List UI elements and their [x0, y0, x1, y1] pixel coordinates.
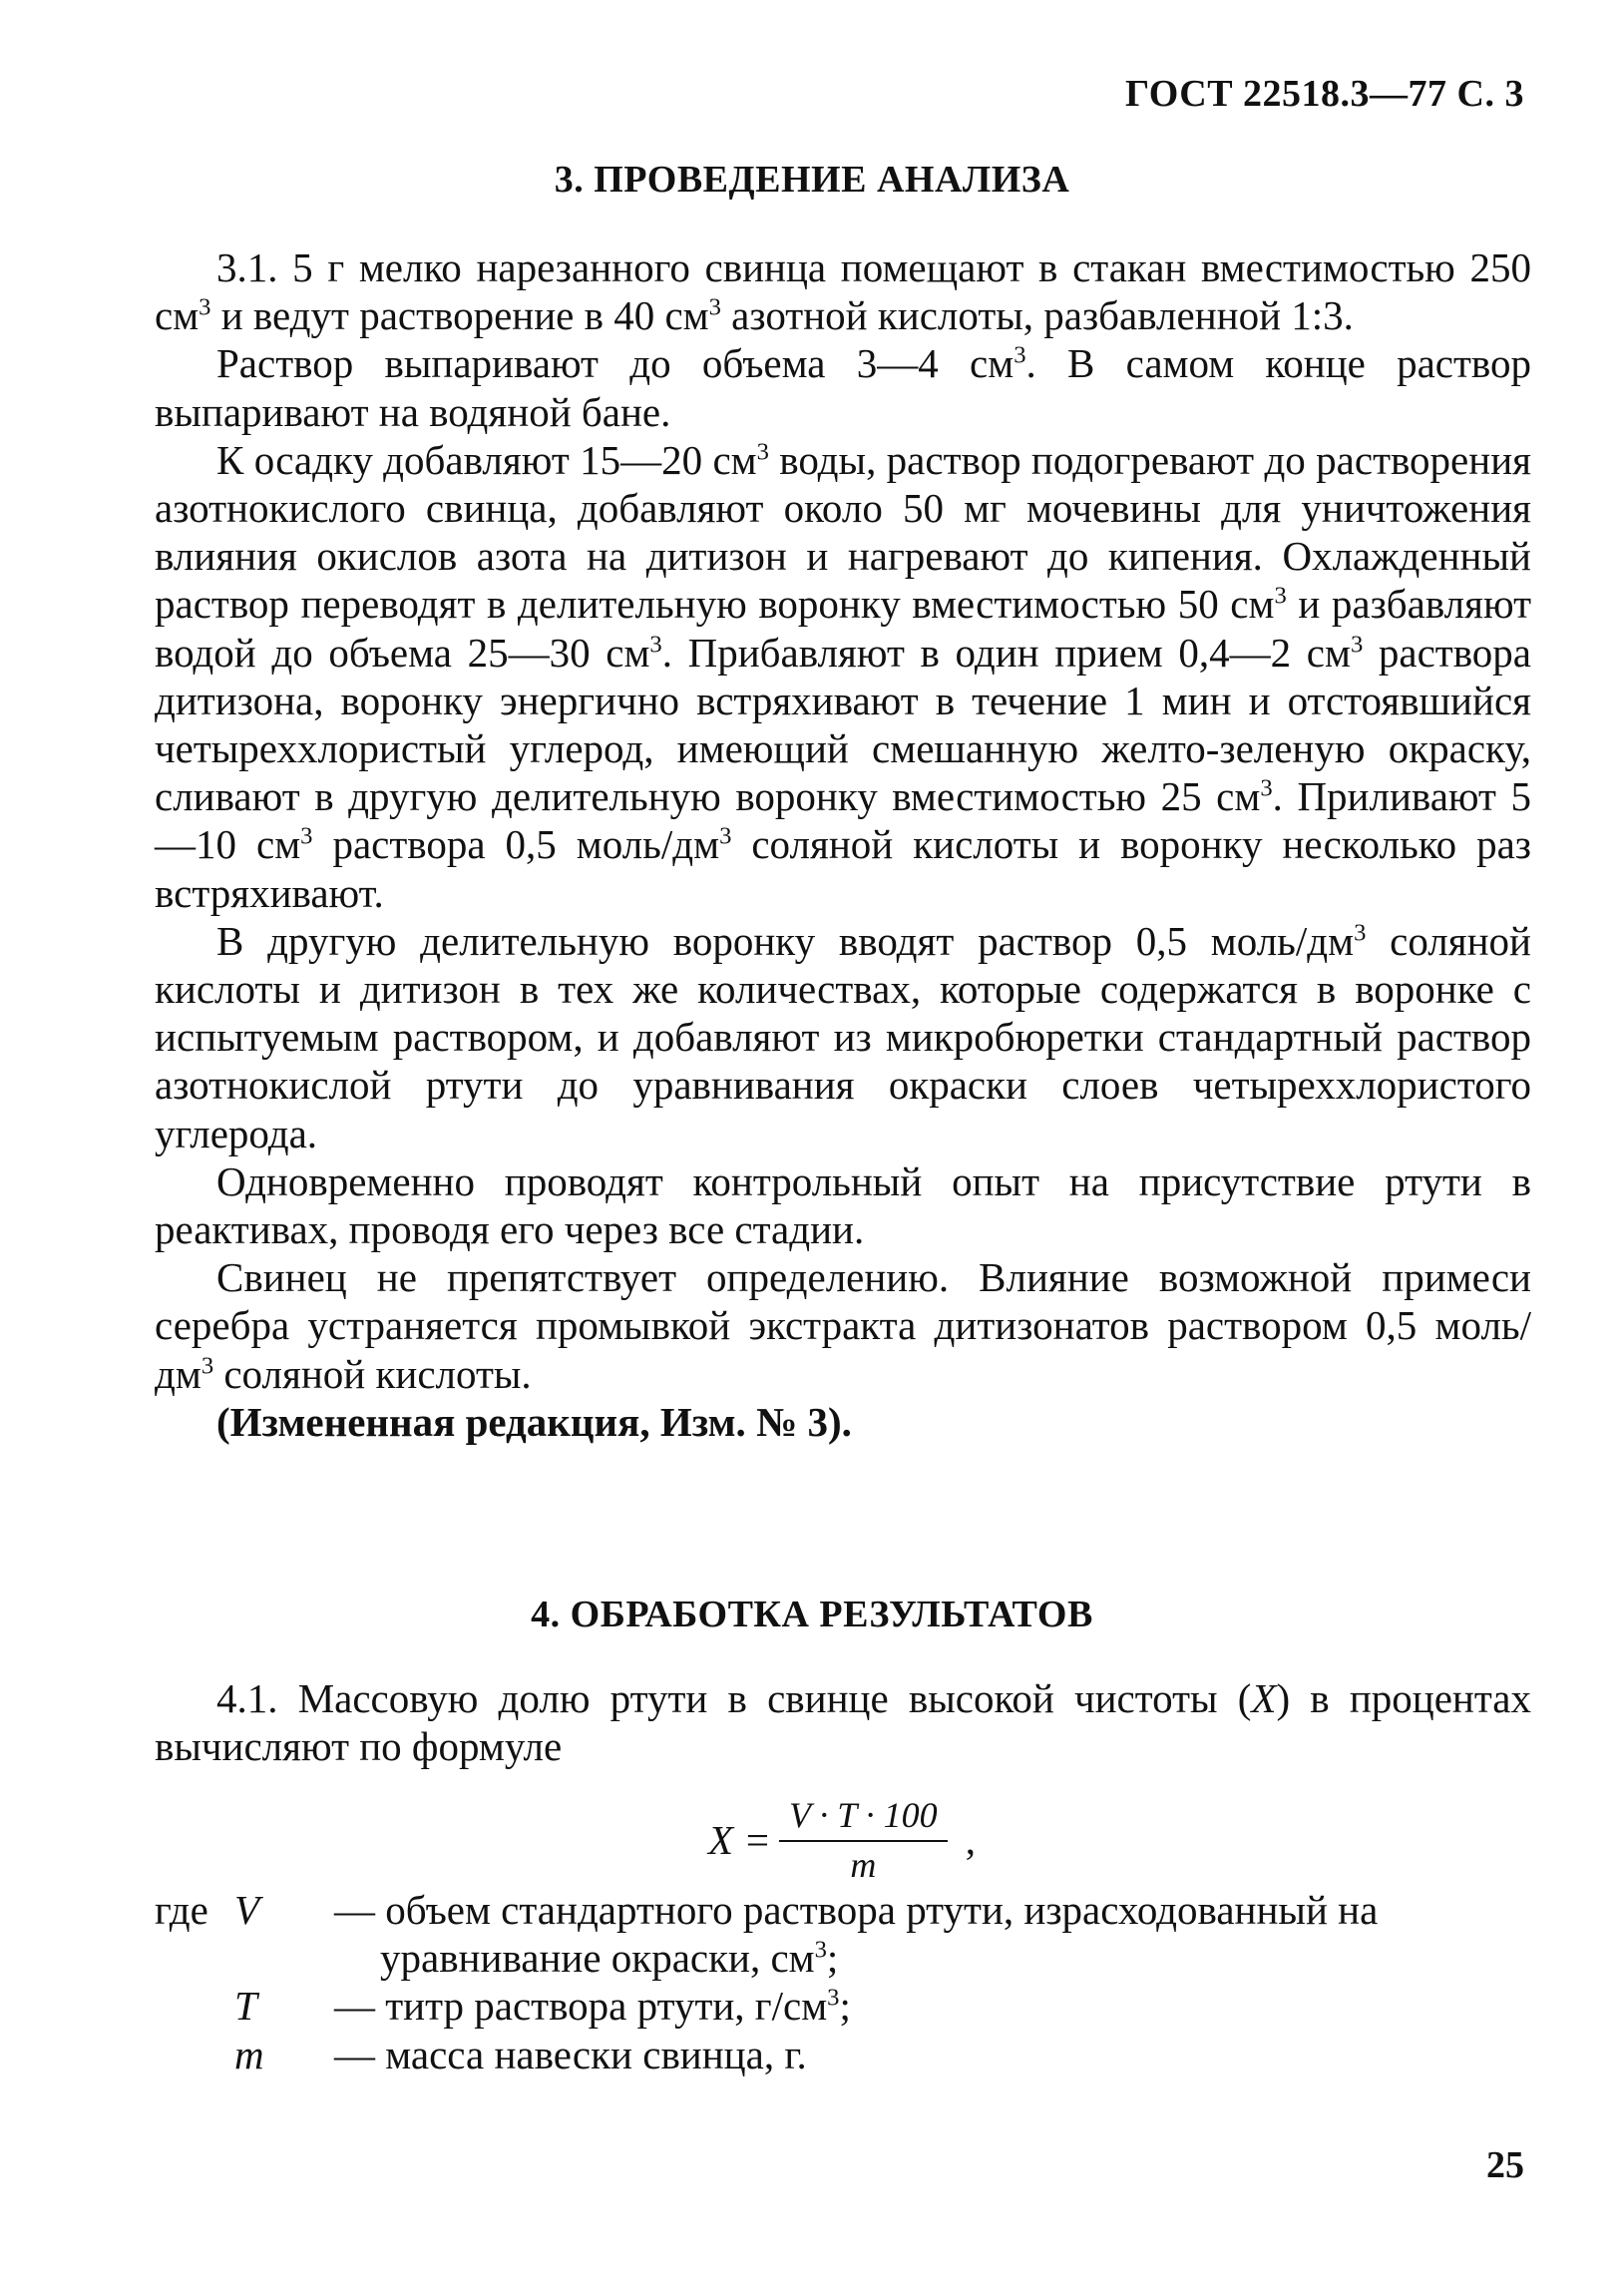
- formula-lhs: X =: [708, 1817, 771, 1863]
- document-header: ГОСТ 22518.3—77 С. 3: [1125, 73, 1524, 115]
- definition-text: — титр раствора ртути, $г/см^3$;: [334, 1983, 851, 2030]
- formula-fraction: [779, 1794, 948, 1886]
- paragraph-control: Одновременно проводят контрольный опыт на присутствие ртути в реактивах, проводя его через все стадии.: [155, 1157, 1531, 1253]
- page-number: 25: [1486, 2144, 1524, 2186]
- formula-comma: ,: [965, 1817, 976, 1863]
- paragraph-evaporation: Раствор выпаривают до объема 3—4 $см^3$. В самом конце раствор выпаривают на водяной бане.: [155, 340, 1531, 435]
- definition-symbol: V: [234, 1887, 260, 1933]
- definition-symbol: m: [234, 2031, 264, 2077]
- formula-numerator: V · T · 100: [779, 1794, 948, 1842]
- section-3-body: [155, 243, 1531, 1446]
- paragraph-3-1: 3.1. 5 г мелко нарезанного свинца помещают в стакан вместимостью 250 $см^3$ и ведут растворение в 40 $см^3$ азотной кислоты, разбавленной 1:3.: [155, 244, 1531, 339]
- section-4-body: [155, 1674, 1531, 1770]
- mass-fraction-formula: [708, 1794, 976, 1886]
- definition-text: — масса навески свинца, г.: [334, 2031, 807, 2077]
- variable-definitions: [155, 1886, 1531, 2078]
- definition-symbol: T: [234, 1983, 257, 2030]
- paragraph-titration: В другую делительную воронку вводят раствор 0,5 моль/$дм^3$ соляной кислоты и дитизон в тех же количествах, которые содержатся в воронке с испытуемым раствором, и добавляют из микробюретки стандартный раствор азотнокислой ртути до уравнивания окраски слоев четыреххлористого углерода.: [155, 917, 1532, 1156]
- definitions-lead: где: [155, 1887, 208, 1933]
- definition-text: — объем стандартного раствора ртути, израсходованный на уравнивание окраски, $см^3$;: [334, 1887, 1379, 1982]
- definition-row: [155, 1886, 1531, 1982]
- paragraph-4-1: 4.1. Массовую долю ртути в свинце высокой чистоты (X) в процентах вычисляют по формуле: [155, 1675, 1531, 1770]
- amendment-note: (Измененная редакция, Изм. № 3).: [216, 1398, 852, 1445]
- paragraph-interference: Свинец не препятствует определению. Влияние возможной примеси серебра устраняется промывкой экстракта дитизонатов раствором 0,5 моль/$дм^3$ соляной кислоты.: [155, 1254, 1531, 1397]
- paragraph-extraction: К осадку добавляют 15—20 $см^3$ воды, раствор подогревают до растворения азотнокислого свинца, добавляют около 50 мг мочевины для уничтожения влияния окислов азота на дитизон и нагревают до кипения. Охлажденный раствор переводят в делительную воронку вместимостью 50 $см^3$ и разбавляют водой до объема 25—30 $см^3$. Прибавляют в один прием 0,4—2 $см^3$ раствора дитизона, воронку энергично встряхивают в течение 1 мин и отстоявшийся четыреххлористый углерод, имеющий смешанную желто-зеленую окраску, сливают в другую делительную воронку вместимостью 25 $см^3$. Приливают 5—10 $см^3$ раствора 0,5 моль/$дм^3$ соляной кислоты и воронку несколько раз встряхивают.: [155, 436, 1531, 916]
- definition-row: [155, 2031, 1531, 2078]
- formula-denominator: m: [850, 1845, 877, 1885]
- section-3-title: 3. ПРОВЕДЕНИЕ АНАЛИЗА: [554, 159, 1070, 201]
- section-4-title: 4. ОБРАБОТКА РЕЗУЛЬТАТОВ: [531, 1594, 1093, 1635]
- definition-row: [155, 1982, 1531, 2030]
